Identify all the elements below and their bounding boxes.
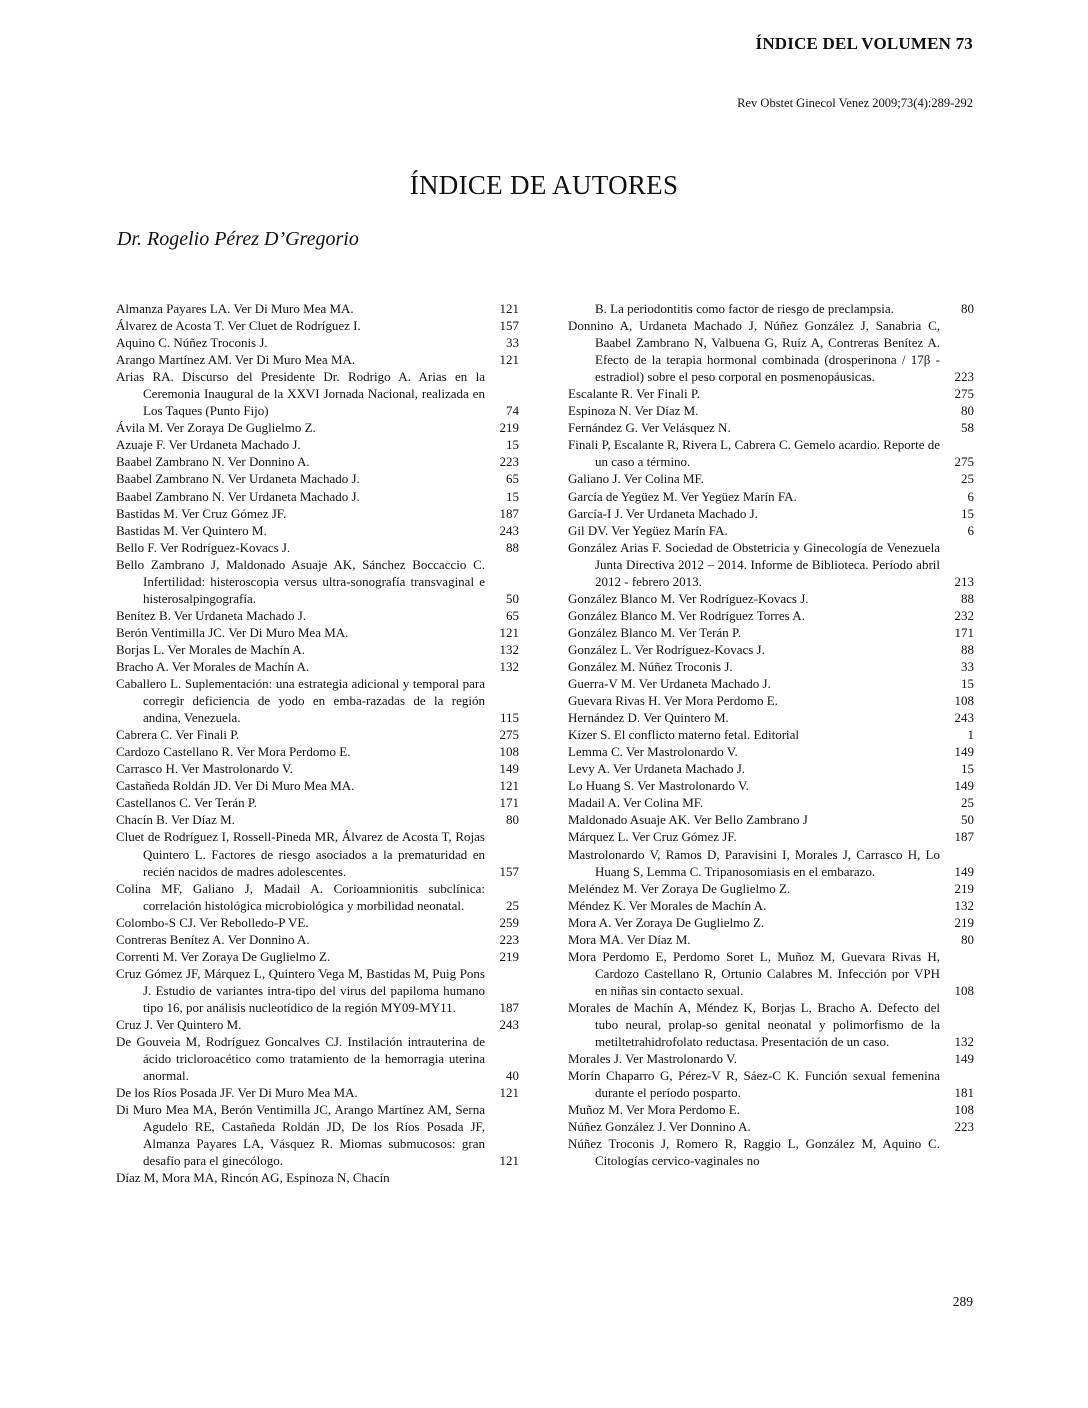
entry-page: 232 — [954, 607, 974, 623]
index-entry — [568, 999, 974, 1050]
entry-page: 74 — [506, 403, 519, 419]
index-entry — [116, 368, 519, 419]
index-entry — [116, 914, 519, 931]
entry-page: 219 — [499, 948, 519, 964]
entry-text: Castellanos C. Ver Terán P. — [116, 795, 257, 811]
entry-page: 121 — [499, 1085, 519, 1101]
entry-page: 50 — [506, 590, 519, 606]
entry-page: 6 — [967, 522, 974, 538]
index-entry — [568, 846, 974, 880]
index-entry — [116, 334, 519, 351]
index-entry — [116, 607, 519, 624]
entry-page: 65 — [506, 471, 519, 487]
entry-text: Caballero L. Suplementación: una estrategia adicional y temporal para corregir deficiencia de yodo en emba-razadas de la región andina, Venezuela. — [116, 676, 485, 726]
index-entry — [116, 675, 519, 726]
index-entry — [116, 880, 519, 914]
entry-text: Finali P, Escalante R, Rivera L, Cabrera C. Gemelo acardio. Reporte de un caso a término. — [568, 437, 940, 470]
citation: Rev Obstet Ginecol Venez 2009;73(4):289-292 — [737, 96, 973, 110]
entry-page: 149 — [954, 744, 974, 760]
index-entry — [116, 641, 519, 658]
entry-text: Bastidas M. Ver Cruz Gómez JF. — [116, 505, 287, 521]
entry-text: Arango Martínez AM. Ver Di Muro Mea MA. — [116, 352, 356, 368]
entry-text: González Blanco M. Ver Rodríguez-Kovacs J. — [568, 590, 809, 606]
index-entry — [116, 743, 519, 760]
entry-page: 132 — [954, 1034, 974, 1050]
entry-page: 219 — [954, 880, 974, 896]
index-entry — [116, 1169, 519, 1186]
index-entry — [116, 1101, 519, 1169]
entry-page: 80 — [961, 301, 974, 316]
entry-text: Cluet de Rodríguez I, Rossell-Pineda MR, Álvarez de Acosta T, Rojas Quintero L. Factores de riesgo asociados a la prematuridad en recién nacidos de madres adolescentes. — [116, 829, 485, 879]
entry-text: Núñez Troconis J, Romero R, Raggio L, González M, Aquino C. Citologías cervico-vaginales no — [568, 1136, 940, 1169]
entry-text: B. La periodontitis como factor de riesgo de preclampsia. — [595, 301, 894, 316]
entry-text: Espinoza N. Ver Díaz M. — [568, 403, 699, 419]
entry-page: 187 — [499, 999, 519, 1015]
entry-page: 88 — [961, 641, 974, 657]
entry-text: Contreras Benítez A. Ver Donnino A. — [116, 931, 310, 947]
entry-page: 149 — [954, 863, 974, 879]
index-entry — [568, 470, 974, 487]
entry-text: Fernández G. Ver Velásquez N. — [568, 420, 731, 436]
entry-text: Aquino C. Núñez Troconis J. — [116, 335, 268, 351]
entry-text: Azuaje F. Ver Urdaneta Machado J. — [116, 437, 301, 453]
entry-text: Díaz M, Mora MA, Rincón AG, Espinoza N, Chacín — [116, 1170, 390, 1186]
index-entry — [568, 385, 974, 402]
index-entry — [568, 1101, 974, 1118]
index-entry — [568, 607, 974, 624]
entry-text: González Blanco M. Ver Rodríguez Torres A. — [568, 607, 805, 623]
index-entry — [116, 828, 519, 879]
entry-page: 121 — [499, 301, 519, 316]
index-entry — [568, 777, 974, 794]
entry-text: Muñoz M. Ver Mora Perdomo E. — [568, 1102, 740, 1118]
entry-text: Gil DV. Ver Yegüez Marín FA. — [568, 522, 728, 538]
index-entry — [568, 590, 974, 607]
entry-text: Lemma C. Ver Mastrolonardo V. — [568, 744, 738, 760]
entry-text: Bastidas M. Ver Quintero M. — [116, 522, 267, 538]
index-entry — [116, 1033, 519, 1084]
index-entry — [568, 402, 974, 419]
page-title: ÍNDICE DE AUTORES — [409, 170, 679, 200]
entry-page: 213 — [954, 573, 974, 589]
entry-text: Morales J. Ver Mastrolonardo V. — [568, 1051, 737, 1067]
index-entry — [568, 419, 974, 436]
entry-page: 15 — [506, 488, 519, 504]
entry-text: Colina MF, Galiano J, Madail A. Corioamnionitis subclínica: correlación histológica microbiológica y morbilidad neonatal. — [116, 880, 485, 913]
entry-page: 108 — [954, 982, 974, 998]
index-entry — [116, 317, 519, 334]
entry-page: 115 — [499, 710, 519, 726]
entry-page: 108 — [954, 693, 974, 709]
index-entry — [116, 931, 519, 948]
index-entry — [116, 1016, 519, 1033]
entry-page: 88 — [961, 590, 974, 606]
entry-text: Bello Zambrano J, Maldonado Asuaje AK, Sánchez Boccaccio C. Infertilidad: histeroscopia versus ultra-sonografía transvaginal e histerosalpingografía. — [116, 556, 485, 606]
entry-text: Morales de Machín A, Méndez K, Borjas L, Bracho A. Defecto del tubo neural, prolap-so genital neonatal y polimorfismo de la metiltetrahidrofolato reductasa. Presentación de un caso. — [568, 999, 940, 1050]
index-entry — [116, 539, 519, 556]
entry-page: 223 — [954, 369, 974, 385]
entry-text: Benítez B. Ver Urdaneta Machado J. — [116, 607, 307, 623]
index-entry — [116, 726, 519, 743]
entry-page: 219 — [499, 420, 519, 436]
entry-page: 108 — [954, 1102, 974, 1118]
entry-page: 121 — [499, 352, 519, 368]
entry-text: De los Ríos Posada JF. Ver Di Muro Mea MA. — [116, 1085, 358, 1101]
index-entry — [568, 692, 974, 709]
entry-page: 149 — [499, 761, 519, 777]
entry-text: González Arias F. Sociedad de Obstetricia y Ginecología de Venezuela Junta Directiva 2012 – 2014. Informe de Biblioteca. Período abril 2012 - febrero 2013. — [568, 539, 940, 589]
index-entry — [116, 419, 519, 436]
index-entry — [568, 709, 974, 726]
entry-page: 40 — [506, 1068, 519, 1084]
entry-text: Méndez K. Ver Morales de Machín A. — [568, 897, 767, 913]
entry-text: González L. Ver Rodríguez-Kovacs J. — [568, 641, 765, 657]
entry-text: Baabel Zambrano N. Ver Urdaneta Machado J. — [116, 488, 360, 504]
entry-text: Levy A. Ver Urdaneta Machado J. — [568, 761, 746, 777]
entry-page: 275 — [954, 454, 974, 470]
index-entry — [568, 1050, 974, 1067]
index-entry — [568, 522, 974, 539]
index-entry — [116, 811, 519, 828]
index-entry — [116, 624, 519, 641]
entry-text: Escalante R. Ver Finali P. — [568, 386, 700, 402]
entry-text: Carrasco H. Ver Mastrolonardo V. — [116, 761, 293, 777]
entry-text: Cruz J. Ver Quintero M. — [116, 1016, 242, 1032]
index-entry — [568, 436, 974, 470]
index-entry — [568, 948, 974, 999]
entry-text: Cabrera C. Ver Finali P. — [116, 727, 240, 743]
entry-page: 6 — [967, 488, 974, 504]
entry-page: 1 — [967, 727, 974, 743]
index-entry — [568, 828, 974, 845]
index-entry — [568, 794, 974, 811]
index-entry — [116, 794, 519, 811]
index-entry — [568, 1135, 974, 1169]
left-column — [116, 300, 519, 1186]
entry-text: Borjas L. Ver Morales de Machín A. — [116, 641, 305, 657]
entry-text: Márquez L. Ver Cruz Gómez JF. — [568, 829, 737, 845]
entry-page: 223 — [499, 454, 519, 470]
entry-text: Baabel Zambrano N. Ver Urdaneta Machado J. — [116, 471, 360, 487]
entry-page: 149 — [954, 778, 974, 794]
entry-text: González Blanco M. Ver Terán P. — [568, 624, 741, 640]
entry-text: Bello F. Ver Rodríguez-Kovacs J. — [116, 539, 291, 555]
entry-text: Castañeda Roldán JD. Ver Di Muro Mea MA. — [116, 778, 355, 794]
entry-text: Mora MA. Ver Díaz M. — [568, 931, 691, 947]
entry-page: 121 — [499, 624, 519, 640]
entry-page: 33 — [961, 658, 974, 674]
entry-text: García-I J. Ver Urdaneta Machado J. — [568, 505, 758, 521]
entry-text: Kízer S. El conflicto materno fetal. Editorial — [568, 727, 800, 743]
index-entry — [568, 931, 974, 948]
entry-page: 219 — [954, 914, 974, 930]
page-number: 289 — [952, 1294, 973, 1309]
entry-page: 80 — [506, 812, 519, 828]
index-entry — [568, 760, 974, 777]
entry-page: 108 — [499, 744, 519, 760]
entry-page: 25 — [506, 897, 519, 913]
index-entry — [568, 743, 974, 760]
entry-page: 223 — [954, 1119, 974, 1135]
index-entry — [568, 880, 974, 897]
entry-page: 243 — [499, 1016, 519, 1032]
index-entry — [568, 897, 974, 914]
entry-text: Ávila M. Ver Zoraya De Guglielmo Z. — [116, 420, 316, 436]
entry-text: Galiano J. Ver Colina MF. — [568, 471, 704, 487]
entry-text: García de Yegüez M. Ver Yegüez Marín FA. — [568, 488, 797, 504]
right-column — [568, 300, 974, 1169]
index-entry — [568, 675, 974, 692]
index-entry — [116, 488, 519, 505]
entry-text: De Gouveia M, Rodríguez Goncalves CJ. Instilación intrauterina de ácido tricloroacético como tratamiento de la hemorragia uterina anormal. — [116, 1034, 485, 1084]
entry-page: 275 — [954, 386, 974, 402]
entry-page: 243 — [499, 522, 519, 538]
entry-text: Bracho A. Ver Morales de Machín A. — [116, 658, 310, 674]
entry-text: Baabel Zambrano N. Ver Donnino A. — [116, 454, 310, 470]
entry-text: Donnino A, Urdaneta Machado J, Núñez González J, Sanabria C, Baabel Zambrano N, Valbuena G, Ruíz A, Contreras Benítez A. Efecto de la terapia hormonal combinada (drosperinona / 17β -estradiol) sobre el peso corporal en posmenopáusicas. — [568, 318, 940, 385]
entry-page: 65 — [506, 607, 519, 623]
entry-page: 15 — [961, 676, 974, 692]
entry-text: Álvarez de Acosta T. Ver Cluet de Rodríguez I. — [116, 318, 361, 334]
entry-text: Mastrolonardo V, Ramos D, Paravisini I, Morales J, Carrasco H, Lo Huang S, Lemma C. Tripanosomiasis en el embarazo. — [568, 846, 940, 879]
index-entry — [568, 726, 974, 743]
entry-page: 80 — [961, 931, 974, 947]
entry-page: 25 — [961, 795, 974, 811]
entry-text: Mora A. Ver Zoraya De Guglielmo Z. — [568, 914, 765, 930]
entry-page: 275 — [499, 727, 519, 743]
index-entry — [568, 914, 974, 931]
entry-text: Guevara Rivas H. Ver Mora Perdomo E. — [568, 693, 778, 709]
index-entry — [568, 624, 974, 641]
entry-text: Mora Perdomo E, Perdomo Soret L, Muñoz M, Guevara Rivas H, Cardozo Castellano R, Ortunio Calabres M. Infección por VPH en niñas sin contacto sexual. — [568, 948, 940, 998]
index-entry — [116, 556, 519, 607]
entry-page: 15 — [506, 437, 519, 453]
entry-page: 171 — [499, 795, 519, 811]
entry-page: 171 — [954, 624, 974, 640]
index-entry — [116, 453, 519, 470]
running-header: ÍNDICE DEL VOLUMEN 73 — [755, 34, 973, 53]
entry-text: Cruz Gómez JF, Márquez L, Quintero Vega M, Bastidas M, Puig Pons J. Estudio de variantes intra-tipo del virus del papiloma humano tipo 16, por análisis nucleotídico de la región MY09-MY11. — [116, 965, 485, 1015]
entry-text: Guerra-V M. Ver Urdaneta Machado J. — [568, 676, 771, 692]
entry-page: 50 — [961, 812, 974, 828]
entry-text: Di Muro Mea MA, Berón Ventimilla JC, Arango Martínez AM, Serna Agudelo RE, Castañeda Roldán JD, De los Ríos Posada JF, Almanza Payares LA, Vásquez R. Miomas submucosos: gran desafío para el ginecólogo. — [116, 1102, 485, 1169]
index-entry — [116, 505, 519, 522]
index-entry — [116, 1084, 519, 1101]
entry-page: 132 — [954, 897, 974, 913]
index-entry — [568, 1118, 974, 1135]
entry-text: Hernández D. Ver Quintero M. — [568, 710, 729, 726]
index-entry — [568, 317, 974, 385]
index-entry — [568, 505, 974, 522]
index-entry — [568, 658, 974, 675]
entry-page: 121 — [499, 1153, 519, 1169]
index-entry — [116, 522, 519, 539]
entry-text: Cardozo Castellano R. Ver Mora Perdomo E. — [116, 744, 351, 760]
index-entry — [116, 965, 519, 1016]
index-entry — [568, 539, 974, 590]
entry-page: 88 — [506, 539, 519, 555]
entry-page: 132 — [499, 641, 519, 657]
entry-page: 58 — [961, 420, 974, 436]
entry-page: 121 — [499, 778, 519, 794]
entry-page: 181 — [954, 1085, 974, 1101]
entry-page: 243 — [954, 710, 974, 726]
entry-page: 259 — [499, 914, 519, 930]
entry-page: 187 — [499, 505, 519, 521]
entry-text: Núñez González J. Ver Donnino A. — [568, 1119, 751, 1135]
index-entry — [116, 436, 519, 453]
entry-page: 187 — [954, 829, 974, 845]
entry-text: Madail A. Ver Colina MF. — [568, 795, 704, 811]
entry-text: Meléndez M. Ver Zoraya De Guglielmo Z. — [568, 880, 791, 896]
index-entry — [116, 470, 519, 487]
entry-text: Chacín B. Ver Díaz M. — [116, 812, 235, 828]
index-entry — [116, 300, 519, 317]
index-entry — [568, 1067, 974, 1101]
entry-text: Berón Ventimilla JC. Ver Di Muro Mea MA. — [116, 624, 349, 640]
entry-text: Lo Huang S. Ver Mastrolonardo V. — [568, 778, 749, 794]
index-entry — [116, 777, 519, 794]
entry-text: Morín Chaparro G, Pérez-V R, Sáez-C K. Función sexual femenina durante el período posparto. — [568, 1068, 940, 1101]
entry-page: 33 — [506, 335, 519, 351]
entry-text: Almanza Payares LA. Ver Di Muro Mea MA. — [116, 301, 354, 316]
index-entry — [568, 641, 974, 658]
index-entry — [116, 658, 519, 675]
entry-text: Arias RA. Discurso del Presidente Dr. Rodrigo A. Arias en la Ceremonia Inaugural de la XXVI Jornada Nacional, realizada en Los Taques (Punto Fijo) — [116, 369, 485, 419]
index-entry — [116, 948, 519, 965]
author-name: Dr. Rogelio Pérez D’Gregorio — [117, 228, 359, 250]
entry-text: Colombo-S CJ. Ver Rebolledo-P VE. — [116, 914, 309, 930]
entry-page: 25 — [961, 471, 974, 487]
entry-text: González M. Núñez Troconis J. — [568, 658, 733, 674]
entry-page: 157 — [499, 863, 519, 879]
entry-page: 149 — [954, 1051, 974, 1067]
index-entry — [116, 351, 519, 368]
index-entry — [116, 760, 519, 777]
index-entry — [568, 488, 974, 505]
entry-page: 132 — [499, 658, 519, 674]
entry-page: 157 — [499, 318, 519, 334]
index-entry — [568, 300, 974, 317]
entry-page: 223 — [499, 931, 519, 947]
entry-page: 15 — [961, 761, 974, 777]
entry-text: Correnti M. Ver Zoraya De Guglielmo Z. — [116, 948, 331, 964]
index-entry — [568, 811, 974, 828]
entry-page: 80 — [961, 403, 974, 419]
entry-page: 15 — [961, 505, 974, 521]
entry-text: Maldonado Asuaje AK. Ver Bello Zambrano J — [568, 812, 808, 828]
